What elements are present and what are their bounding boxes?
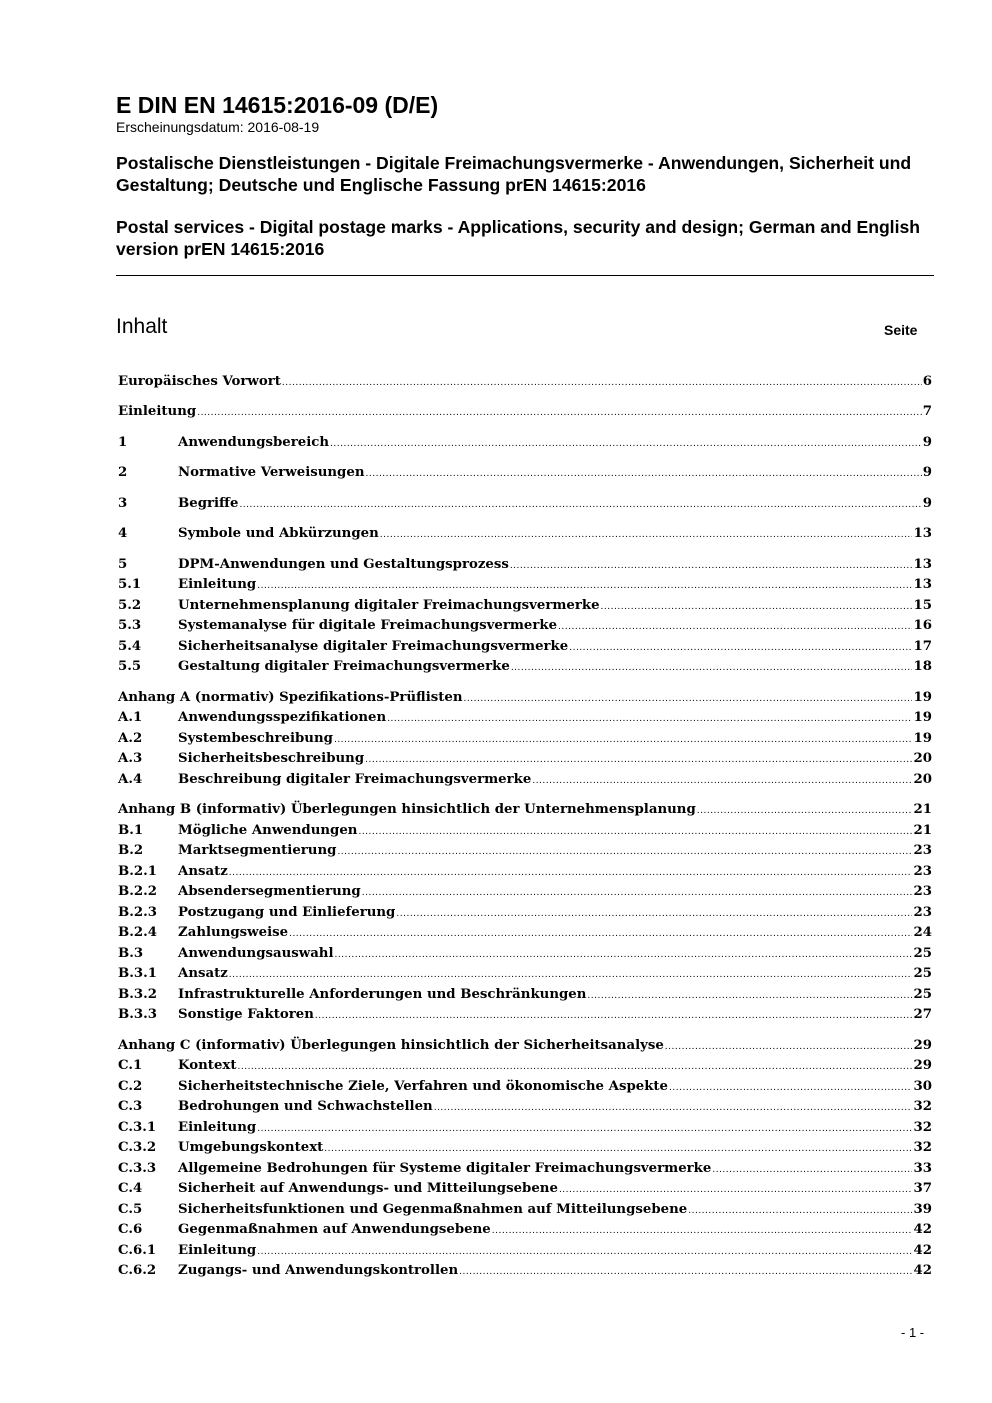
toc-dot-leader <box>510 556 913 576</box>
toc-entry[interactable] <box>118 708 932 728</box>
toc-entry-number: B.1 <box>118 823 144 838</box>
toc-entry[interactable] <box>118 657 932 677</box>
toc-entry[interactable] <box>118 1200 932 1220</box>
toc-entry[interactable] <box>118 964 932 984</box>
toc-dot-leader <box>387 709 912 729</box>
toc-entry-page: 19 <box>913 731 932 746</box>
toc-entry-number: B.2.1 <box>118 864 158 879</box>
toc-dot-leader <box>324 1139 912 1159</box>
toc-entry-title: Systembeschreibung <box>178 731 333 746</box>
toc-dot-leader <box>197 403 922 423</box>
toc-entry-page: 23 <box>913 905 932 920</box>
toc-entry-title: Gestaltung digitaler Freimachungsvermerke <box>178 659 510 674</box>
toc-entry-number: B.2.2 <box>118 884 158 899</box>
toc-entry-page: 29 <box>913 1038 932 1053</box>
toc-entry-title: Anwendungsbereich <box>178 435 330 450</box>
toc-entry-title: Zahlungsweise <box>178 925 289 940</box>
toc-entry-page: 39 <box>913 1202 932 1217</box>
toc-dot-leader <box>464 689 913 709</box>
toc-entry-title: Kontext <box>178 1058 237 1073</box>
toc-entry-number: C.4 <box>118 1181 143 1196</box>
toc-entry-number: 5.1 <box>118 577 142 592</box>
toc-dot-leader <box>257 1119 912 1139</box>
toc-entry-title: Absendersegmentierung <box>178 884 361 899</box>
toc-entry-number: C.1 <box>118 1058 143 1073</box>
toc-entry-page: 13 <box>913 557 932 572</box>
toc-entry-number: 5.4 <box>118 639 142 654</box>
toc-entry[interactable] <box>118 402 932 422</box>
toc-entry-title: Europäisches Vorwort <box>118 374 281 389</box>
toc-entry-number: B.2.4 <box>118 925 158 940</box>
toc-entry-page: 29 <box>913 1058 932 1073</box>
toc-heading: Inhalt <box>116 315 168 338</box>
toc-entry-page: 32 <box>913 1120 932 1135</box>
toc-entry-page: 27 <box>913 1007 932 1022</box>
toc-dot-leader <box>362 883 913 903</box>
toc-entry-page: 13 <box>913 577 932 592</box>
toc-entry-page: 7 <box>922 404 932 419</box>
toc-dot-leader <box>688 1201 912 1221</box>
toc-entry-number: B.3.3 <box>118 1007 158 1022</box>
toc-dot-leader <box>330 434 922 454</box>
toc-entry[interactable] <box>118 555 932 575</box>
toc-entry-page: 19 <box>913 710 932 725</box>
toc-entry-title: Marktsegmentierung <box>178 843 337 858</box>
toc-entry-title: Anhang B (informativ) Überlegungen hinsichtlich der Unternehmensplanung <box>118 802 696 817</box>
toc-entry-title: Sicherheit auf Anwendungs- und Mitteilungsebene <box>178 1181 558 1196</box>
toc-entry-title: Anwendungsauswahl <box>178 946 334 961</box>
toc-dot-leader <box>559 1180 913 1200</box>
toc-dot-leader <box>558 617 912 637</box>
toc-entry-title: Einleitung <box>118 404 197 419</box>
toc-entry-title: Ansatz <box>178 966 228 981</box>
toc-dot-leader <box>366 464 922 484</box>
toc-entry[interactable] <box>118 903 932 923</box>
title-german: Postalische Dienstleistungen - Digitale Freimachungsvermerke - Anwendungen, Sicherheit und Gestaltung; Deutsche und Englische Fassung prEN 14615:2016 <box>116 153 912 195</box>
toc-entry-page: 23 <box>913 884 932 899</box>
toc-entry-page: 25 <box>913 966 932 981</box>
toc-entry[interactable] <box>118 821 932 841</box>
toc-dot-leader <box>237 1057 912 1077</box>
toc-entry-number: A.2 <box>118 731 143 746</box>
toc-entry-title: Unternehmensplanung digitaler Freimachungsvermerke <box>178 598 600 613</box>
toc-entry-title: Begriffe <box>178 496 239 511</box>
toc-dot-leader <box>334 730 913 750</box>
toc-entry-page: 23 <box>913 864 932 879</box>
toc-entry-number: C.3.2 <box>118 1140 157 1155</box>
toc-entry[interactable] <box>118 1241 932 1261</box>
toc-entry-page: 37 <box>913 1181 932 1196</box>
toc-entry[interactable] <box>118 596 932 616</box>
document-header <box>116 92 934 260</box>
toc-entry-page: 17 <box>913 639 932 654</box>
toc-entry-page: 19 <box>913 690 932 705</box>
toc-entry-title: Einleitung <box>178 1120 257 1135</box>
toc-entry-number: C.3 <box>118 1099 143 1114</box>
toc-entry-title: Systemanalyse für digitale Freimachungsvermerke <box>178 618 558 633</box>
toc-entry-title: Allgemeine Bedrohungen für Systeme digitaler Freimachungsvermerke <box>178 1161 712 1176</box>
toc-entry-page: 33 <box>913 1161 932 1176</box>
toc-dot-leader <box>669 1078 912 1098</box>
toc-entry-title: Infrastrukturelle Anforderungen und Beschränkungen <box>178 987 587 1002</box>
toc-entry[interactable] <box>118 1036 932 1056</box>
toc-entry[interactable] <box>118 944 932 964</box>
toc-dot-leader <box>511 658 913 678</box>
toc-dot-leader <box>337 842 912 862</box>
toc-entry-number: 4 <box>118 526 128 541</box>
toc-dot-leader <box>229 863 913 883</box>
toc-dot-leader <box>358 822 912 842</box>
page-number: - 1 - <box>901 1325 925 1340</box>
toc-entry[interactable] <box>118 729 932 749</box>
toc-entry-page: 25 <box>913 946 932 961</box>
toc-entry[interactable] <box>118 770 932 790</box>
toc-entry-number: 5 <box>118 557 128 572</box>
toc-entry-title: Bedrohungen und Schwachstellen <box>178 1099 433 1114</box>
toc-entry-title: Anwendungsspezifikationen <box>178 710 387 725</box>
toc-entry-page: 20 <box>913 751 932 766</box>
toc-entry-number: B.2.3 <box>118 905 158 920</box>
toc-entry-number: A.3 <box>118 751 143 766</box>
toc-entry-page: 16 <box>913 618 932 633</box>
toc-entry-title: Sonstige Faktoren <box>178 1007 314 1022</box>
title-english: Postal services - Digital postage marks - Applications, security and design; German and English version prEN 14615:2016 <box>116 217 920 259</box>
toc-entry[interactable] <box>118 463 932 483</box>
toc-entry-title: Symbole und Abkürzungen <box>178 526 379 541</box>
toc-entry-page: 32 <box>913 1140 932 1155</box>
toc-dot-leader <box>396 904 912 924</box>
toc-entry-number: C.3.3 <box>118 1161 157 1176</box>
toc-entry[interactable] <box>118 575 932 595</box>
toc-entry-title: Anhang C (informativ) Überlegungen hinsichtlich der Sicherheitsanalyse <box>118 1038 664 1053</box>
toc-entry-number: C.5 <box>118 1202 143 1217</box>
toc-entry-page: 42 <box>913 1222 932 1237</box>
toc-entry-title: Sicherheitstechnische Ziele, Verfahren und ökonomische Aspekte <box>178 1079 669 1094</box>
toc-page-label: Seite <box>884 322 918 338</box>
toc-dot-leader <box>239 495 921 515</box>
toc-entry-number: B.3.1 <box>118 966 158 981</box>
toc-entry-page: 9 <box>922 465 932 480</box>
toc-entry-title: Ansatz <box>178 864 228 879</box>
toc-dot-leader <box>282 373 922 393</box>
toc-entry[interactable] <box>118 524 932 544</box>
toc-entry-page: 9 <box>922 496 932 511</box>
toc-dot-leader <box>434 1098 913 1118</box>
toc-entry-title: Gegenmaßnahmen auf Anwendungsebene <box>178 1222 491 1237</box>
toc-entry-number: A.1 <box>118 710 143 725</box>
toc-dot-leader <box>665 1037 913 1057</box>
toc-dot-leader <box>712 1160 912 1180</box>
toc-entry-page: 42 <box>913 1263 932 1278</box>
toc-entry-page: 15 <box>913 598 932 613</box>
toc-entry-page: 13 <box>913 526 932 541</box>
toc-entry-title: Sicherheitsfunktionen und Gegenmaßnahmen auf Mitteilungsebene <box>178 1202 688 1217</box>
toc-entry[interactable] <box>118 1220 932 1240</box>
toc-entry[interactable] <box>118 1097 932 1117</box>
toc-entry[interactable] <box>118 433 932 453</box>
toc-dot-leader <box>492 1221 913 1241</box>
toc-entry[interactable] <box>118 923 932 943</box>
toc-entry[interactable] <box>118 882 932 902</box>
toc-dot-leader <box>459 1262 912 1282</box>
toc-entry-number: C.6.2 <box>118 1263 157 1278</box>
toc-entry-number: C.6 <box>118 1222 143 1237</box>
toc-entry-page: 23 <box>913 843 932 858</box>
toc-entry-title: Normative Verweisungen <box>178 465 365 480</box>
toc-entry-title: Mögliche Anwendungen <box>178 823 358 838</box>
toc-entry-page: 21 <box>913 823 932 838</box>
toc-dot-leader <box>257 576 912 596</box>
toc-entry[interactable] <box>118 1179 932 1199</box>
toc-entry[interactable] <box>118 1118 932 1138</box>
toc-dot-leader <box>569 638 912 658</box>
toc-entry[interactable] <box>118 1138 932 1158</box>
toc-entry[interactable] <box>118 985 932 1005</box>
toc-entry-number: A.4 <box>118 772 143 787</box>
toc-entry-number: 2 <box>118 465 128 480</box>
toc-entry[interactable] <box>118 1077 932 1097</box>
toc-entry-page: 20 <box>913 772 932 787</box>
toc-dot-leader <box>365 750 912 770</box>
toc-entry-number: 5.5 <box>118 659 142 674</box>
toc-entry-page: 32 <box>913 1099 932 1114</box>
toc-entry[interactable] <box>118 841 932 861</box>
toc-entry-number: C.2 <box>118 1079 143 1094</box>
toc-entry-title: Anhang A (normativ) Spezifikations-Prüflisten <box>118 690 463 705</box>
toc-entry-page: 6 <box>922 374 932 389</box>
toc-entry-title: Beschreibung digitaler Freimachungsvermerke <box>178 772 532 787</box>
toc-entry-title: Sicherheitsbeschreibung <box>178 751 365 766</box>
toc-entry-title: Sicherheitsanalyse digitaler Freimachungsvermerke <box>178 639 569 654</box>
toc-entry-page: 9 <box>922 435 932 450</box>
toc-entry-page: 25 <box>913 987 932 1002</box>
toc-entry-page: 30 <box>913 1079 932 1094</box>
toc-entry[interactable] <box>118 800 932 820</box>
toc-entry-page: 21 <box>913 802 932 817</box>
toc-dot-leader <box>315 1006 913 1026</box>
toc-entry-page: 24 <box>913 925 932 940</box>
toc-dot-leader <box>532 771 912 791</box>
toc-entry-number: 5.3 <box>118 618 142 633</box>
toc-entry[interactable] <box>118 688 932 708</box>
toc-entry-page: 42 <box>913 1243 932 1258</box>
toc-entry-title: Zugangs- und Anwendungskontrollen <box>178 1263 459 1278</box>
toc-entry-number: C.6.1 <box>118 1243 157 1258</box>
document-id: E DIN EN 14615:2016-09 (D/E) <box>116 92 439 118</box>
toc-entry[interactable] <box>118 749 932 769</box>
toc-entry[interactable] <box>118 1159 932 1179</box>
toc-entry-number: B.3.2 <box>118 987 158 1002</box>
toc-entry-number: 3 <box>118 496 128 511</box>
toc-dot-leader <box>697 801 913 821</box>
toc-entry-number: B.2 <box>118 843 144 858</box>
toc-entry[interactable] <box>118 1261 932 1281</box>
toc-entry[interactable] <box>118 1005 932 1025</box>
toc-entry-title: Umgebungskontext <box>178 1140 324 1155</box>
toc-dot-leader <box>229 965 913 985</box>
toc-entry[interactable] <box>118 494 932 514</box>
toc-dot-leader <box>257 1242 912 1262</box>
toc-entry-page: 18 <box>913 659 932 674</box>
toc-entry-number: 5.2 <box>118 598 142 613</box>
toc-dot-leader <box>335 945 913 965</box>
toc-dot-leader <box>601 597 913 617</box>
toc-entry-number: B.3 <box>118 946 144 961</box>
toc-entry-number: 1 <box>118 435 128 450</box>
toc-entry[interactable] <box>118 637 932 657</box>
toc-entry[interactable] <box>118 1056 932 1076</box>
toc-dot-leader <box>380 525 913 545</box>
toc-entry-title: Einleitung <box>178 577 257 592</box>
toc-entry-title: Einleitung <box>178 1243 257 1258</box>
toc-entry-title: DPM-Anwendungen und Gestaltungsprozess <box>178 557 509 572</box>
toc-entry[interactable] <box>118 616 932 636</box>
publication-date: Erscheinungsdatum: 2016-08-19 <box>116 119 320 135</box>
toc-entry[interactable] <box>118 372 932 392</box>
toc-entry[interactable] <box>118 862 932 882</box>
header-divider <box>116 275 934 276</box>
toc-dot-leader <box>587 986 912 1006</box>
toc-dot-leader <box>289 924 912 944</box>
toc-entry-number: C.3.1 <box>118 1120 157 1135</box>
toc-entry-title: Postzugang und Einlieferung <box>178 905 396 920</box>
